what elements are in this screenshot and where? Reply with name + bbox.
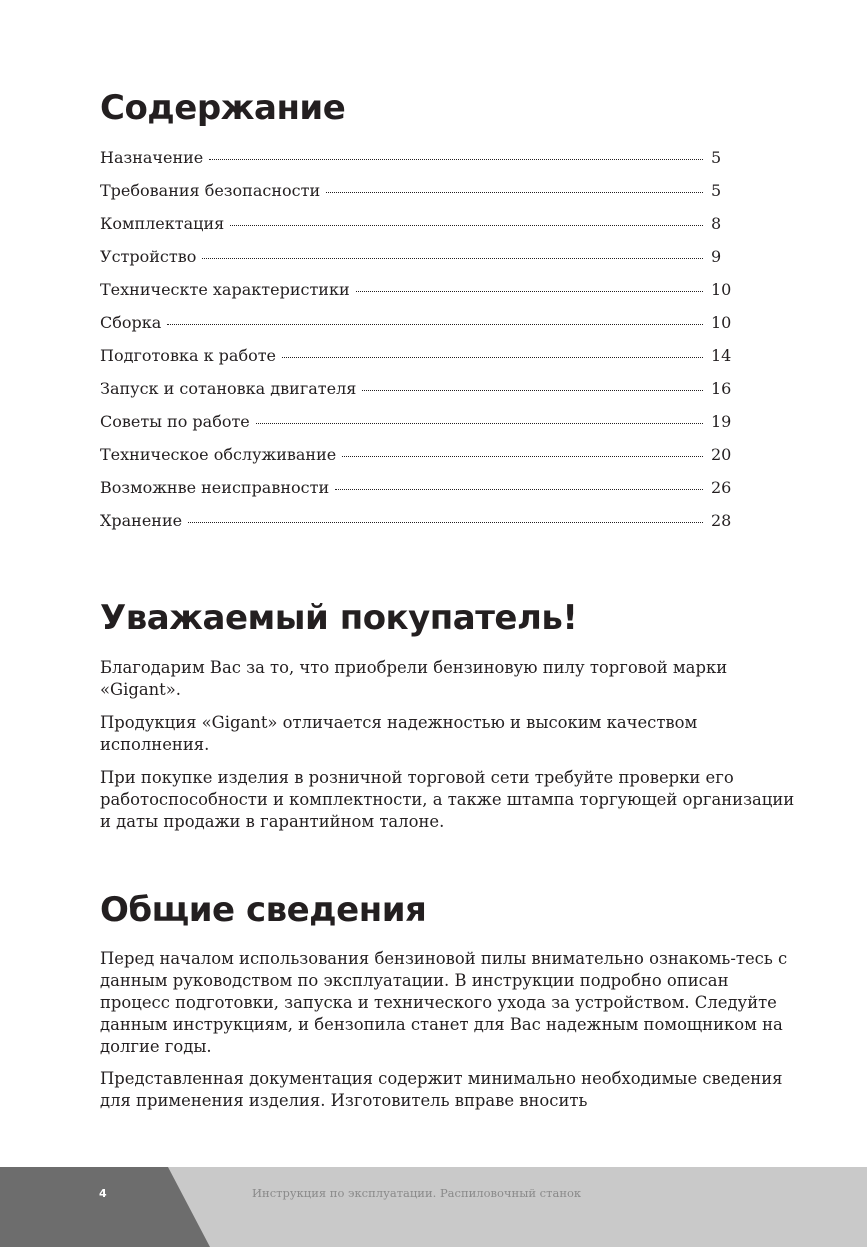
toc-leader-dots xyxy=(342,455,703,457)
toc-leader-dots xyxy=(282,356,703,358)
toc-item-label: Требования безопасности xyxy=(100,181,321,200)
toc-item-label: Техническте характеристики xyxy=(100,280,350,299)
toc-item-label: Подготовка к работе xyxy=(100,346,277,365)
toc-item-label: Запуск и сотановка двигателя xyxy=(100,379,357,398)
toc-leader-dots xyxy=(188,521,703,523)
toc-item-label: Хранение xyxy=(100,511,183,530)
footer-document-title: Инструкция по эксплуатации. Распиловочный станок xyxy=(252,1186,582,1200)
toc-leader-dots xyxy=(230,224,703,226)
toc-item-page: 16 xyxy=(711,379,732,398)
quality-paragraph: Продукция «Gigant» отличается надежностью и высоким качеством исполнения. xyxy=(100,713,698,754)
toc-item[interactable] xyxy=(100,379,735,412)
toc-title: Содержание xyxy=(100,88,346,128)
toc-leader-dots xyxy=(335,488,703,490)
toc-item[interactable] xyxy=(100,280,735,313)
footer-page-tab xyxy=(0,1167,210,1247)
toc-leader-dots xyxy=(362,389,703,391)
purchase-paragraph: При покупке изделия в розничной торговой сети требуйте проверки его работоспособности и комплектности, а также штампа торгующей организации и даты продажи в гарантийном талоне. xyxy=(100,768,795,831)
toc-item-page: 14 xyxy=(711,346,732,365)
toc-item-page: 20 xyxy=(711,445,732,464)
toc-item[interactable] xyxy=(100,445,735,478)
toc-leader-dots xyxy=(209,158,703,160)
toc-item-label: Сборка xyxy=(100,313,162,332)
toc-item-label: Назначение xyxy=(100,148,204,167)
toc-leader-dots xyxy=(202,257,703,259)
toc-item-label: Комплектация xyxy=(100,214,225,233)
toc-item-label: Техническое обслуживание xyxy=(100,445,337,464)
toc-leader-dots xyxy=(326,191,703,193)
toc-leader-dots xyxy=(256,422,703,424)
page-footer xyxy=(0,1167,867,1247)
toc-item-page: 26 xyxy=(711,478,732,497)
toc-item-page: 28 xyxy=(711,511,732,530)
toc-item-page: 5 xyxy=(711,181,722,200)
toc-item[interactable] xyxy=(100,412,735,445)
toc-item[interactable] xyxy=(100,511,735,544)
toc-leader-dots xyxy=(356,290,703,292)
toc-leader-dots xyxy=(167,323,703,325)
greeting-title: Уважаемый покупатель! xyxy=(100,598,578,638)
toc-item-label: Устройство xyxy=(100,247,197,266)
toc-item-page: 10 xyxy=(711,313,732,332)
toc-item-page: 19 xyxy=(711,412,732,431)
toc-item[interactable] xyxy=(100,247,735,280)
toc-item[interactable] xyxy=(100,346,735,379)
toc-item-label: Возможнве неисправности xyxy=(100,478,330,497)
toc-item[interactable] xyxy=(100,181,735,214)
toc-item-page: 9 xyxy=(711,247,722,266)
thanks-paragraph: Благодарим Вас за то, что приобрели бензиновую пилу торговой марки «Gigant». xyxy=(100,658,728,699)
toc-item-page: 8 xyxy=(711,214,722,233)
toc-item[interactable] xyxy=(100,478,735,511)
general-info-title: Общие сведения xyxy=(100,890,427,930)
intro-paragraph: Перед началом использования бензиновой пилы внимательно ознакомь-тесь с данным руководством по эксплуатации. В инструкции подробно описан процесс подготовки, запуска и технического ухода за устройством. Следуйте данным инструкциям, и бензопила станет для Вас надежным помощником на долгие годы. xyxy=(100,949,788,1056)
toc-item[interactable] xyxy=(100,148,735,181)
toc-item-page: 10 xyxy=(711,280,732,299)
table-of-contents xyxy=(100,148,735,544)
documentation-paragraph: Представленная документация содержит минимально необходимые сведения для применения изделия. Изготовитель вправе вносить xyxy=(100,1069,783,1110)
toc-item[interactable] xyxy=(100,313,735,346)
toc-item-page: 5 xyxy=(711,148,722,167)
toc-item-label: Советы по работе xyxy=(100,412,250,431)
page-number: 4 xyxy=(99,1187,107,1200)
toc-item[interactable] xyxy=(100,214,735,247)
